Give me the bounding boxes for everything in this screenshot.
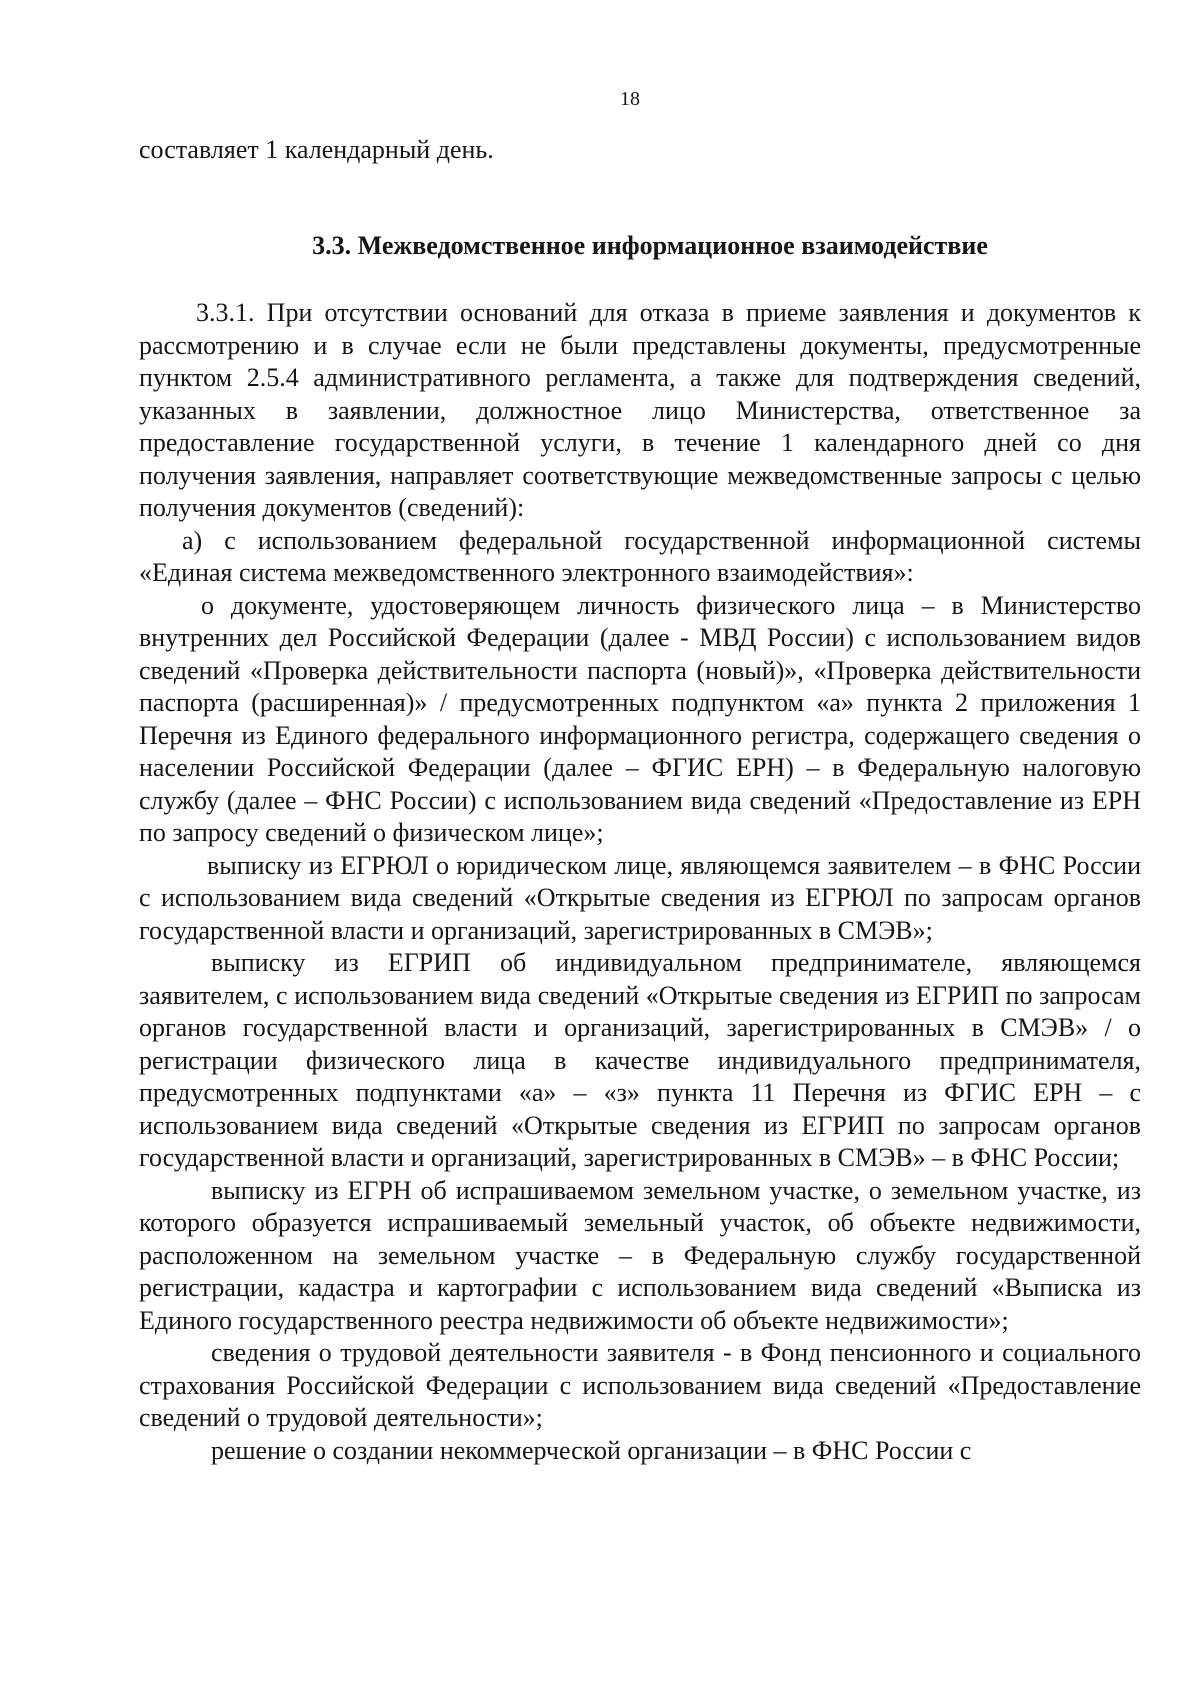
paragraph-egrul-extract: выписку из ЕГРЮЛ о юридическом лице, являющемся заявителем – в ФНС России с использованием вида сведений «Открытые сведения из ЕГРЮЛ по запросам органов государственной власти и организаций, зарегистрированных в СМЭВ»; [139, 850, 1141, 945]
paragraph-egrip-extract: выписку из ЕГРИП об индивидуальном предпринимателе, являющемся заявителем, с использованием вида сведений «Открытые сведения из ЕГРИП по запросам органов государственной власти и организаций, зарегистрированных в СМЭВ» / о регистрации физического лица в качестве индивидуального предпринимателя, предусмотренных подпунктами «а» – «з» пункта 11 Перечня из ФГИС ЕРН – с использованием вида сведений «Открытые сведения из ЕГРИП по запросам органов государственной власти и организаций, зарегистрированных в СМЭВ» – в ФНС России; [139, 948, 1141, 1172]
paragraph-3-3-1: 3.3.1. При отсутствии оснований для отказа в приеме заявления и документов к рассмотрению и в случае если не были представлены документы, предусмотренные пунктом 2.5.4 административного регламента, а также для подтверждения сведений, указанных в заявлении, должностное лицо Министерства, ответственное за предоставление государственной услуги, в течение 1 календарного дней со дня получения заявления, направляет соответствующие межведомственные запросы с целью получения документов (сведений): [139, 298, 1141, 522]
paragraph-item-a: а) с использованием федеральной государственной информационной системы «Единая система межведомственного электронного взаимодействия»: [139, 525, 1141, 587]
paragraph-labor-activity: сведения о трудовой деятельности заявителя - в Фонд пенсионного и социального страхования Российской Федерации с использованием вида сведений «Предоставление сведений о трудовой деятельности»; [139, 1338, 1141, 1432]
body-text [139, 297, 1141, 1467]
paragraph-identity-document: о документе, удостоверяющем личность физического лица – в Министерство внутренних дел Российской Федерации (далее - МВД России) с использованием видов сведений «Проверка действительности паспорта (новый)», «Проверка действительности паспорта (расширенная)» / предусмотренных подпунктом «а» пункта 2 приложения 1 Перечня из Единого федерального информационного регистра, содержащего сведения о населении Российской Федерации (далее – ФГИС ЕРН) – в Федеральную налоговую службу (далее – ФНС России) с использованием вида сведений «Предоставление из ЕРН по запросу сведений о физическом лице»; [139, 590, 1141, 847]
paragraph-nonprofit-decision: решение о создании некоммерческой организации – в ФНС России с [211, 1435, 972, 1465]
page-number: 18 [620, 88, 640, 110]
paragraph-egrn-extract: выписку из ЕГРН об испрашиваемом земельном участке, о земельном участке, из которого образуется испрашиваемый земельный участок, об объекте недвижимости, расположенном на земельном участке – в Федеральную службу государственной регистрации, кадастра и картографии с использованием вида сведений «Выписка из Единого государственного реестра недвижимости об объекте недвижимости»; [139, 1175, 1141, 1335]
section-heading: 3.3. Межведомственное информационное взаимодействие [312, 231, 988, 260]
continued-line: составляет 1 календарный день. [139, 135, 494, 164]
